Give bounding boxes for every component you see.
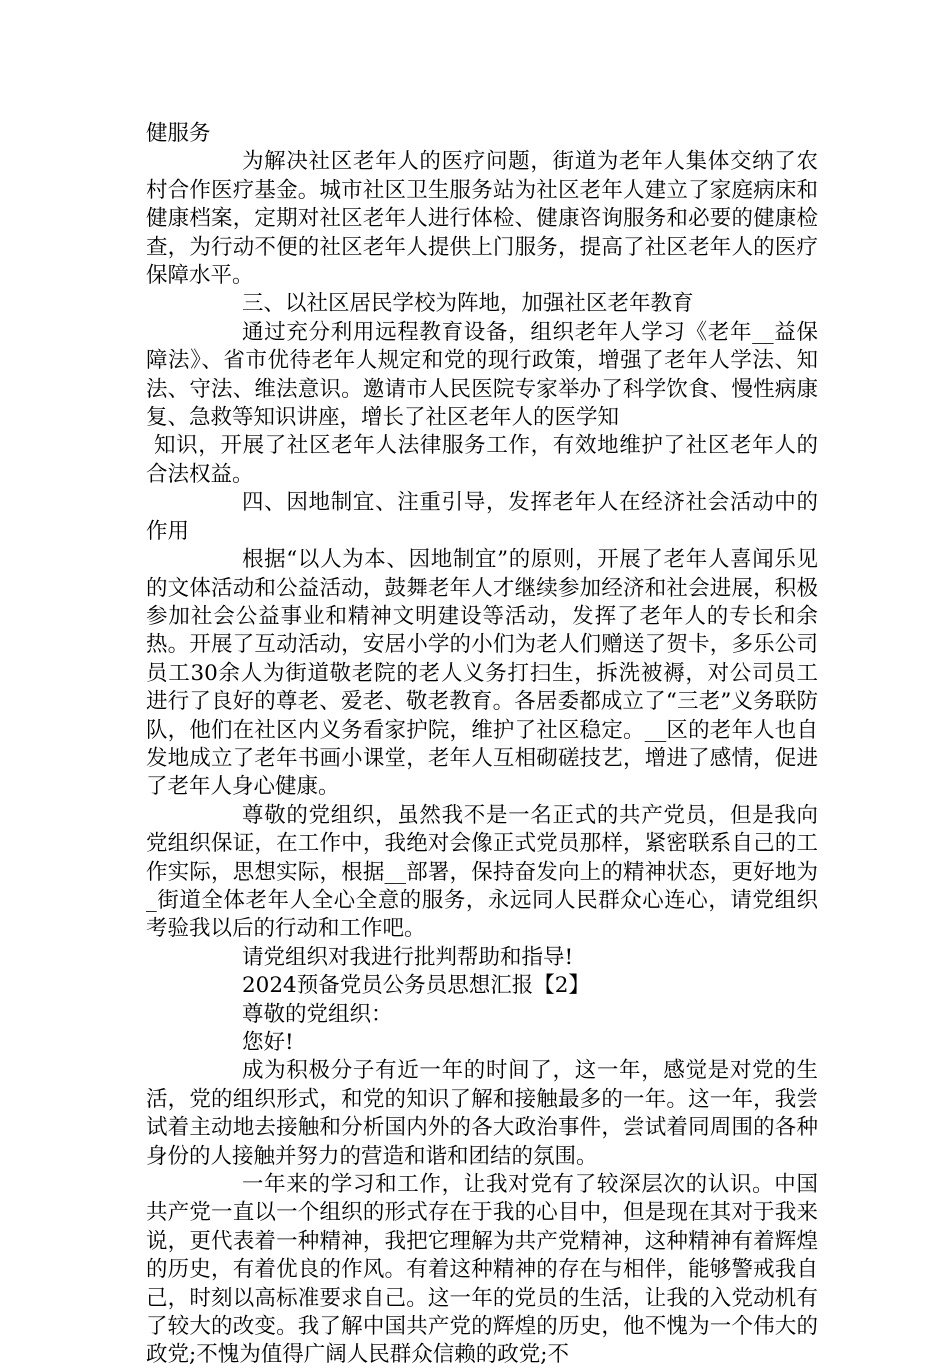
paragraph: 为解决社区老年人的医疗问题，街道为老年人集体交纳了农村合作医疗基金。城市社区卫生服务站为社区老年人建立了家庭病床和健康档案，定期对社区老年人进行体检、健康咨询服务和必要的健康检查，为行动不便的社区老年人提供上门服务，提高了社区老年人的医疗保障水平。 (146, 149, 818, 289)
paragraph: 通过充分利用远程教育设备，组织老年人学习《老年__益保障法》、省市优待老年人规定和党的现行政策，增强了老年人学法、知法、守法、维法意识。邀请市人民医院专家举办了科学饮食、慢性病康复、急救等知识讲座，增长了社区老年人的医学知 (146, 319, 818, 431)
section-heading: 四、因地制宜、注重引导，发挥老年人在经济社会活动中的作用 (146, 490, 818, 544)
paragraph: 尊敬的党组织，虽然我不是一名正式的共产党员，但是我向党组织保证，在工作中，我绝对会像正式党员那样，紧密联系自己的工作实际，思想实际，根据__部署，保持奋发向上的精神状态，更好地为_街道全体老年人全心全意的服务，永远同人民群众心连心，请党组织考验我以后的行动和工作吧。 (146, 802, 818, 942)
paragraph: 根据“以人为本、因地制宜”的原则，开展了老年人喜闻乐见的文体活动和公益活动，鼓舞老年人才继续参加经济和社会进展，积极参加社会公益事业和精神文明建设等活动，发挥了老年人的专长和余热。开展了互动活动，安居小学的小们为老人们赠送了贺卡，多乐公司员工30余人为街道敬老院的老人义务打扫生，拆洗被褥，对公司员工进行了良好的尊老、爱老、敬老教育。各居委都成立了“三老”义务联防队，他们在社区内义务看家护院，维护了社区稳定。__区的老年人也自发地成立了老年书画小课堂，老年人互相砌磋技艺，增进了感情，促进了老年人身心健康。 (146, 547, 818, 800)
paragraph: 知识，开展了社区老年人法律服务工作，有效地维护了社区老年人的合法权益。 (146, 433, 818, 487)
document-body (146, 120, 818, 1370)
paragraph: 一年来的学习和工作，让我对党有了较深层次的认识。中国共产党一直以一个组织的形式存在于我的心目中，但是现在其对于我来说，更代表着一种精神，我把它理解为共产党精神，这种精神有着辉煌的历史，有着优良的作风。有着这种精神的存在与相伴，能够警戒我自己，时刻以高标准要求自己。这一年的党员的生活，让我的入党动机有了较大的改变。我了解中国共产党的辉煌的历史，他不愧为一个伟大的政党;不愧为值得广阔人民群众信赖的政党;不 (146, 1172, 818, 1368)
section-heading: 三、以社区居民学校为阵地，加强社区老年教育 (242, 291, 694, 317)
salutation: 尊敬的党组织： (242, 1001, 393, 1027)
greeting: 您好! (242, 1030, 294, 1055)
paragraph: 请党组织对我进行批判帮助和指导! (242, 944, 574, 970)
paragraph: 成为积极分子有近一年的时间了，这一年，感觉是对党的生活，党的组织形式，和党的知识了解和接触最多的一年。这一年，我尝试着主动地去接触和分析国内外的各大政治事件，尝试着同周围的各种身份的人接触并努力的营造和谐和团结的氛围。 (146, 1058, 818, 1169)
document-title: 2024预备党员公务员思想汇报【2】 (242, 973, 590, 999)
paragraph: 健服务 (146, 121, 211, 146)
